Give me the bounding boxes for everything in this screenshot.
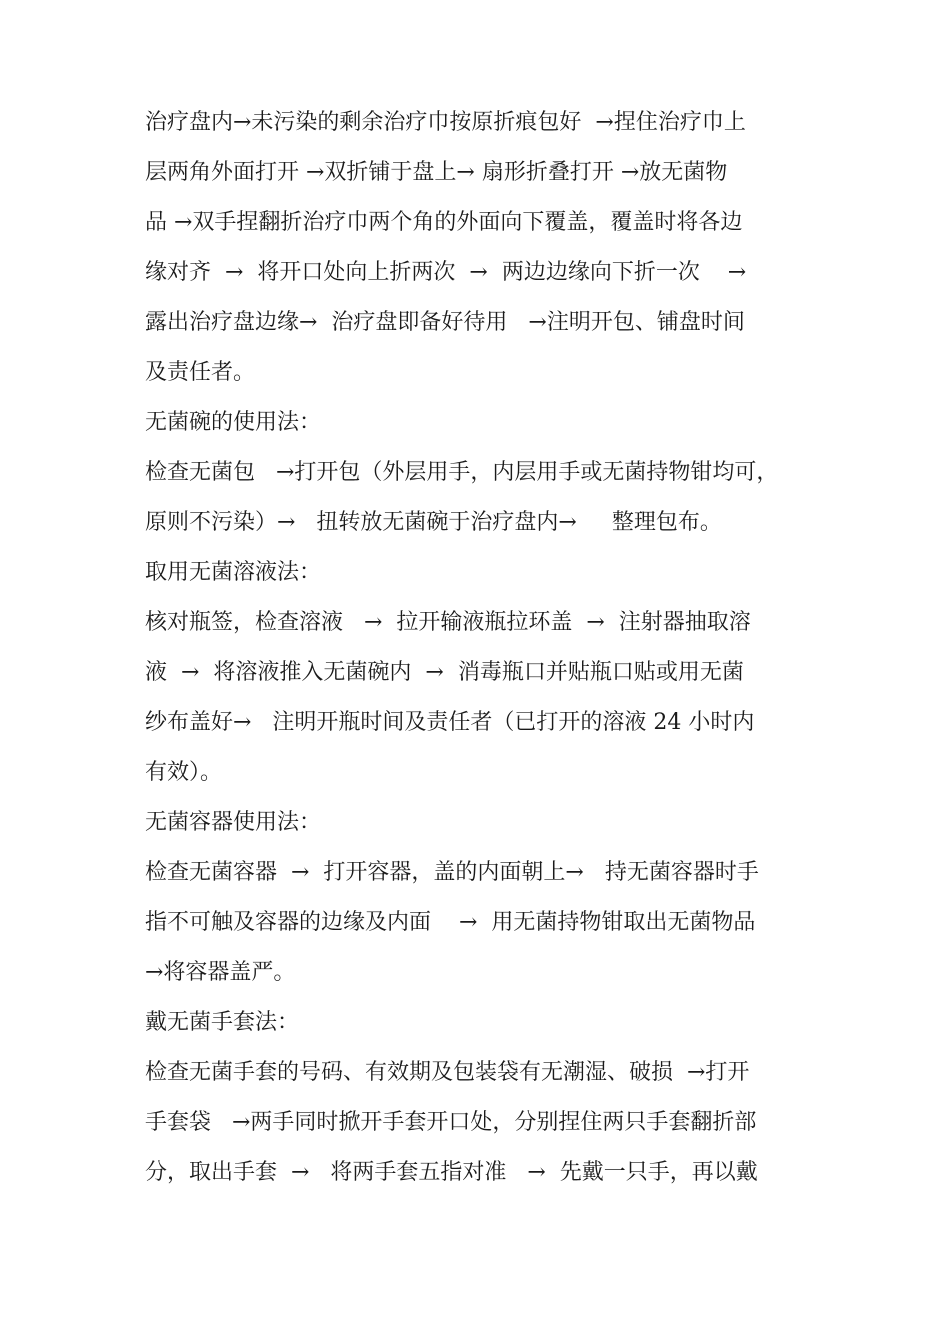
paragraph-line: 液 → 将溶液推入无菌碗内 → 消毒瓶口并贴瓶口贴或用无菌: [145, 660, 744, 685]
paragraph-line: 检查无菌包 →打开包（外层用手，内层用手或无菌持物钳均可，: [145, 460, 779, 485]
section-heading: 无菌碗的使用法：: [145, 410, 322, 435]
paragraph-line: 纱布盖好→ 注明开瓶时间及责任者（已打开的溶液 24 小时内: [145, 710, 755, 735]
section-heading: 无菌容器使用法：: [145, 810, 322, 835]
paragraph-line: 及责任者。: [145, 360, 256, 385]
section-heading: 取用无菌溶液法：: [145, 560, 322, 585]
paragraph-line: 指不可触及容器的边缘及内面 → 用无菌持物钳取出无菌物品: [145, 910, 756, 935]
paragraph-line: 露出治疗盘边缘→ 治疗盘即备好待用 →注明开包、铺盘时间: [145, 310, 745, 335]
paragraph-line: 治疗盘内→未污染的剩余治疗巾按原折痕包好 →捏住治疗巾上: [145, 110, 746, 135]
paragraph-line: 检查无菌手套的号码、有效期及包装袋有无潮湿、破损 →打开: [145, 1060, 750, 1085]
paragraph-line: 有效）。: [145, 760, 223, 785]
section-heading: 戴无菌手套法：: [145, 1010, 300, 1035]
paragraph-line: 检查无菌容器 → 打开容器，盖的内面朝上→ 持无菌容器时手: [145, 860, 759, 885]
paragraph-line: →将容器盖严。: [145, 960, 296, 985]
paragraph-line: 核对瓶签，检查溶液 → 拉开输液瓶拉环盖 → 注射器抽取溶: [145, 610, 751, 635]
paragraph-line: 手套袋 →两手同时掀开手套开口处，分别捏住两只手套翻折部: [145, 1110, 757, 1135]
document-body: [145, 98, 810, 1198]
paragraph-line: 层两角外面打开 →双折铺于盘上→ 扇形折叠打开 →放无菌物: [145, 160, 728, 185]
paragraph-line: 原则不污染）→ 扭转放无菌碗于治疗盘内→ 整理包布。: [145, 510, 722, 535]
paragraph-line: 分，取出手套 → 将两手套五指对准 → 先戴一只手，再以戴: [145, 1160, 758, 1185]
paragraph-line: 品 →双手捏翻折治疗巾两个角的外面向下覆盖，覆盖时将各边: [145, 210, 743, 235]
paragraph-line: 缘对齐 → 将开口处向上折两次 → 两边边缘向下折一次 →: [145, 260, 747, 285]
